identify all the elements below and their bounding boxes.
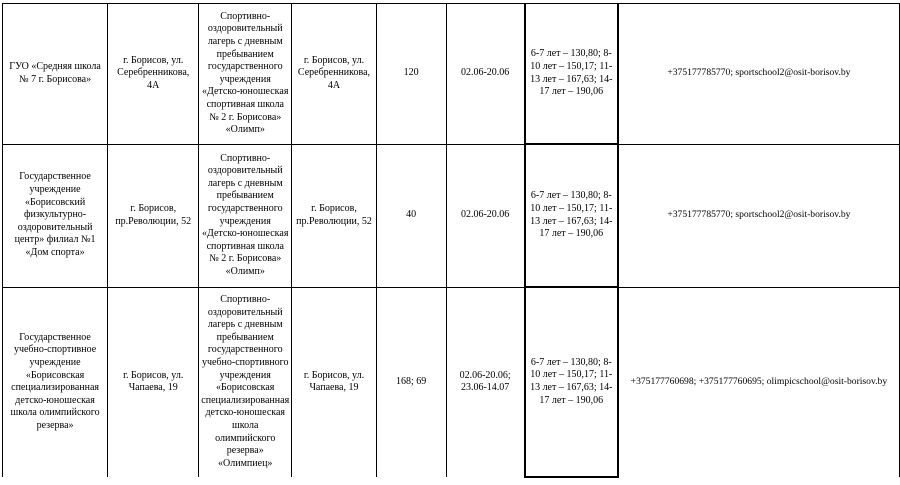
capacity-cell: 168; 69	[376, 287, 446, 477]
address-cell: г. Борисов, ул. Серебренникова, 4А	[108, 4, 199, 145]
address-cell: г. Борисов, ул. Чапаева, 19	[108, 287, 199, 477]
camp-name-cell: Спортивно-оздоровительный лагерь с дневным пребыванием государственного учреждения «Детско-юношеская спортивная школа № 2 г. Борисова» «Олимп»	[199, 4, 292, 145]
dates-cell: 02.06-20.06; 23.06-14.07	[446, 287, 525, 477]
prices-cell: 6-7 лет – 130,80; 8-10 лет – 150,17; 11-13 лет – 167,63; 14-17 лет – 190,06	[525, 4, 618, 145]
prices-cell: 6-7 лет – 130,80; 8-10 лет – 150,17; 11-13 лет – 167,63; 14-17 лет – 190,06	[525, 287, 618, 477]
contacts-cell: +375177760698; +375177760695; olimpicschool@osit-borisov.by	[618, 287, 900, 477]
camps-table	[2, 3, 900, 478]
camp-name-cell: Спортивно-оздоровительный лагерь с дневным пребыванием государственного учебно-спортивного учреждения «Борисовская специализированная детско-юношеская школа олимпийского резерва» «Олимпиец»	[199, 287, 292, 477]
camp-address-cell: г. Борисов, ул. Серебренникова, 4А	[292, 4, 377, 145]
dates-cell: 02.06-20.06	[446, 144, 525, 287]
institution-cell: ГУО «Средняя школа № 7 г. Борисова»	[3, 4, 108, 145]
capacity-cell: 40	[376, 144, 446, 287]
table-row	[3, 4, 900, 145]
institution-cell: Государственное учебно-спортивное учреждение «Борисовская специализированная детско-юношеская школа олимпийского резерва»	[3, 287, 108, 477]
camp-name-cell: Спортивно-оздоровительный лагерь с дневным пребыванием государственного учреждения «Детско-юношеская спортивная школа № 2 г. Борисова» «Олимп»	[199, 144, 292, 287]
camp-address-cell: г. Борисов, пр.Революции, 52	[292, 144, 377, 287]
contacts-cell: +375177785770; sportschool2@osit-borisov.by	[618, 4, 900, 145]
contacts-cell: +375177785770; sportschool2@osit-borisov.by	[618, 144, 900, 287]
table-row	[3, 144, 900, 287]
capacity-cell: 120	[376, 4, 446, 145]
institution-cell: Государственное учреждение «Борисовский физкультурно-оздоровительный центр» филиал №1 «Дом спорта»	[3, 144, 108, 287]
dates-cell: 02.06-20.06	[446, 4, 525, 145]
camp-address-cell: г. Борисов, ул. Чапаева, 19	[292, 287, 377, 477]
table-row	[3, 287, 900, 477]
address-cell: г. Борисов, пр.Революции, 52	[108, 144, 199, 287]
prices-cell: 6-7 лет – 130,80; 8-10 лет – 150,17; 11-13 лет – 167,63; 14-17 лет – 190,06	[525, 144, 618, 287]
